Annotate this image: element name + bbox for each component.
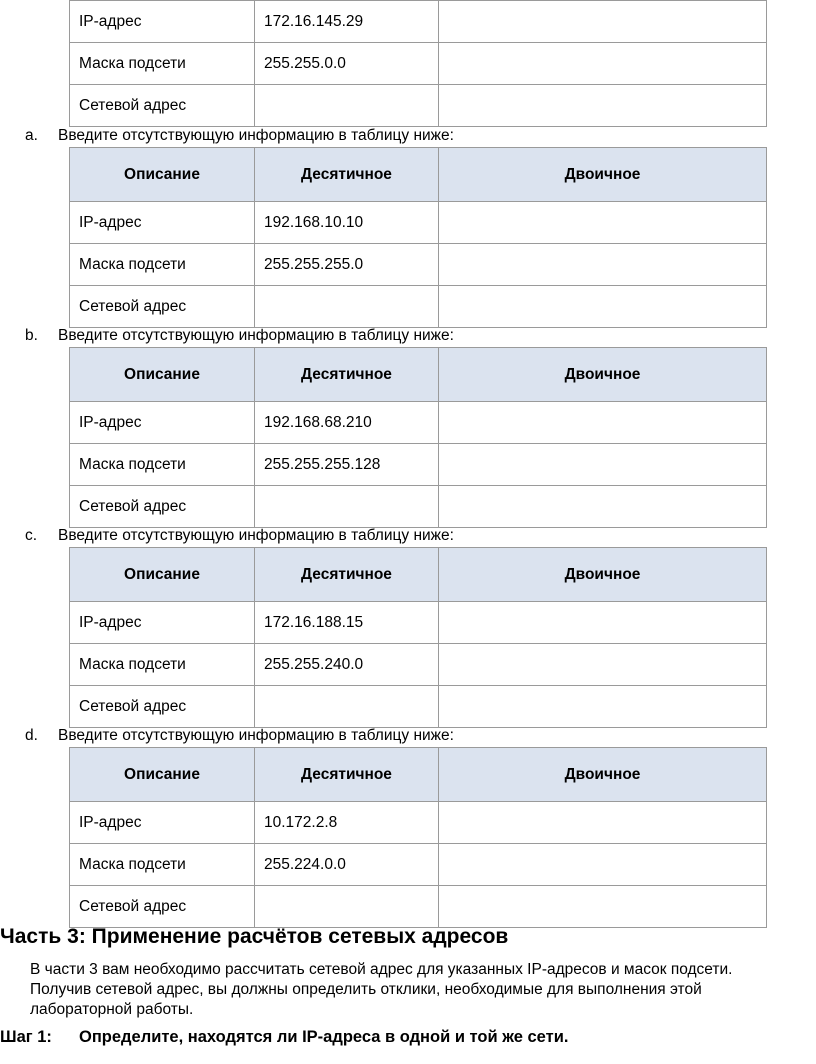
instruction-text: Введите отсутствующую информацию в таблицу ниже: bbox=[58, 727, 454, 744]
binary-cell[interactable] bbox=[439, 844, 767, 886]
decimal-cell[interactable] bbox=[255, 85, 439, 127]
step-number: Шаг 1: bbox=[0, 1028, 52, 1046]
header-decimal: Десятичное bbox=[255, 148, 439, 202]
decimal-cell[interactable]: 255.255.255.128 bbox=[255, 444, 439, 486]
row-label: Маска подсети bbox=[70, 244, 255, 286]
header-description: Описание bbox=[70, 148, 255, 202]
decimal-cell[interactable] bbox=[255, 886, 439, 928]
item-letter: d. bbox=[25, 727, 38, 744]
decimal-cell[interactable]: 255.255.255.0 bbox=[255, 244, 439, 286]
header-binary: Двоичное bbox=[439, 748, 767, 802]
exercise-b-instruction bbox=[25, 327, 454, 345]
decimal-cell[interactable]: 255.224.0.0 bbox=[255, 844, 439, 886]
table-row bbox=[70, 886, 767, 928]
row-label: Сетевой адрес bbox=[70, 686, 255, 728]
exercise-a-instruction bbox=[25, 127, 454, 145]
row-label: Маска подсети bbox=[70, 644, 255, 686]
header-description: Описание bbox=[70, 348, 255, 402]
item-letter: c. bbox=[25, 527, 38, 544]
address-table-d bbox=[69, 747, 767, 928]
binary-cell[interactable] bbox=[439, 602, 767, 644]
table-row bbox=[70, 402, 767, 444]
binary-cell[interactable] bbox=[439, 1, 767, 43]
table-row bbox=[70, 444, 767, 486]
header-description: Описание bbox=[70, 748, 255, 802]
row-label: Сетевой адрес bbox=[70, 486, 255, 528]
binary-cell[interactable] bbox=[439, 202, 767, 244]
table-header-row bbox=[70, 748, 767, 802]
table-row bbox=[70, 43, 767, 85]
header-binary: Двоичное bbox=[439, 348, 767, 402]
exercise-d-instruction bbox=[25, 727, 454, 745]
binary-cell[interactable] bbox=[439, 286, 767, 328]
binary-cell[interactable] bbox=[439, 244, 767, 286]
binary-cell[interactable] bbox=[439, 85, 767, 127]
table-row bbox=[70, 602, 767, 644]
header-decimal: Десятичное bbox=[255, 548, 439, 602]
decimal-cell[interactable] bbox=[255, 486, 439, 528]
address-table-top bbox=[69, 0, 767, 127]
row-label: IP-адрес bbox=[70, 602, 255, 644]
header-decimal: Десятичное bbox=[255, 748, 439, 802]
row-label: IP-адрес bbox=[70, 1, 255, 43]
binary-cell[interactable] bbox=[439, 444, 767, 486]
row-label: Маска подсети bbox=[70, 444, 255, 486]
part3-heading: Часть 3: Применение расчётов сетевых адресов bbox=[0, 925, 509, 948]
table-row bbox=[70, 202, 767, 244]
part3-paragraph: В части 3 вам необходимо рассчитать сетевой адрес для указанных IP-адресов и масок подсети. Получив сетевой адрес, вы должны определить отклики, необходимые для выполнения этой лабораторной работы. bbox=[30, 961, 733, 1018]
binary-cell[interactable] bbox=[439, 486, 767, 528]
table-header-row bbox=[70, 148, 767, 202]
decimal-cell[interactable] bbox=[255, 286, 439, 328]
table-row bbox=[70, 244, 767, 286]
decimal-cell[interactable]: 192.168.68.210 bbox=[255, 402, 439, 444]
row-label: Маска подсети bbox=[70, 43, 255, 85]
table-row bbox=[70, 686, 767, 728]
decimal-cell[interactable] bbox=[255, 686, 439, 728]
binary-cell[interactable] bbox=[439, 686, 767, 728]
row-label: IP-адрес bbox=[70, 802, 255, 844]
table-row bbox=[70, 486, 767, 528]
instruction-text: Введите отсутствующую информацию в таблицу ниже: bbox=[58, 127, 454, 144]
row-label: IP-адрес bbox=[70, 202, 255, 244]
header-description: Описание bbox=[70, 548, 255, 602]
row-label: Сетевой адрес bbox=[70, 286, 255, 328]
address-table-a bbox=[69, 147, 767, 328]
address-table-b bbox=[69, 347, 767, 528]
table-header-row bbox=[70, 548, 767, 602]
binary-cell[interactable] bbox=[439, 802, 767, 844]
row-label: Сетевой адрес bbox=[70, 85, 255, 127]
binary-cell[interactable] bbox=[439, 402, 767, 444]
binary-cell[interactable] bbox=[439, 43, 767, 85]
decimal-cell[interactable]: 172.16.188.15 bbox=[255, 602, 439, 644]
instruction-text: Введите отсутствующую информацию в таблицу ниже: bbox=[58, 327, 454, 344]
table-row bbox=[70, 1, 767, 43]
decimal-cell[interactable]: 255.255.240.0 bbox=[255, 644, 439, 686]
step-heading bbox=[0, 1028, 568, 1047]
decimal-cell[interactable]: 192.168.10.10 bbox=[255, 202, 439, 244]
header-binary: Двоичное bbox=[439, 548, 767, 602]
decimal-cell[interactable]: 255.255.0.0 bbox=[255, 43, 439, 85]
binary-cell[interactable] bbox=[439, 886, 767, 928]
header-decimal: Десятичное bbox=[255, 348, 439, 402]
item-letter: b. bbox=[25, 327, 38, 344]
item-letter: a. bbox=[25, 127, 38, 144]
row-label: IP-адрес bbox=[70, 402, 255, 444]
table-row bbox=[70, 644, 767, 686]
table-row bbox=[70, 844, 767, 886]
table-row bbox=[70, 85, 767, 127]
binary-cell[interactable] bbox=[439, 644, 767, 686]
table-row bbox=[70, 286, 767, 328]
table-row bbox=[70, 802, 767, 844]
instruction-text: Введите отсутствующую информацию в таблицу ниже: bbox=[58, 527, 454, 544]
decimal-cell[interactable]: 172.16.145.29 bbox=[255, 1, 439, 43]
step-text: Определите, находятся ли IP-адреса в одной и той же сети. bbox=[79, 1028, 569, 1046]
exercise-c-instruction bbox=[25, 527, 454, 545]
header-binary: Двоичное bbox=[439, 148, 767, 202]
decimal-cell[interactable]: 10.172.2.8 bbox=[255, 802, 439, 844]
row-label: Маска подсети bbox=[70, 844, 255, 886]
row-label: Сетевой адрес bbox=[70, 886, 255, 928]
address-table-c bbox=[69, 547, 767, 728]
table-header-row bbox=[70, 348, 767, 402]
